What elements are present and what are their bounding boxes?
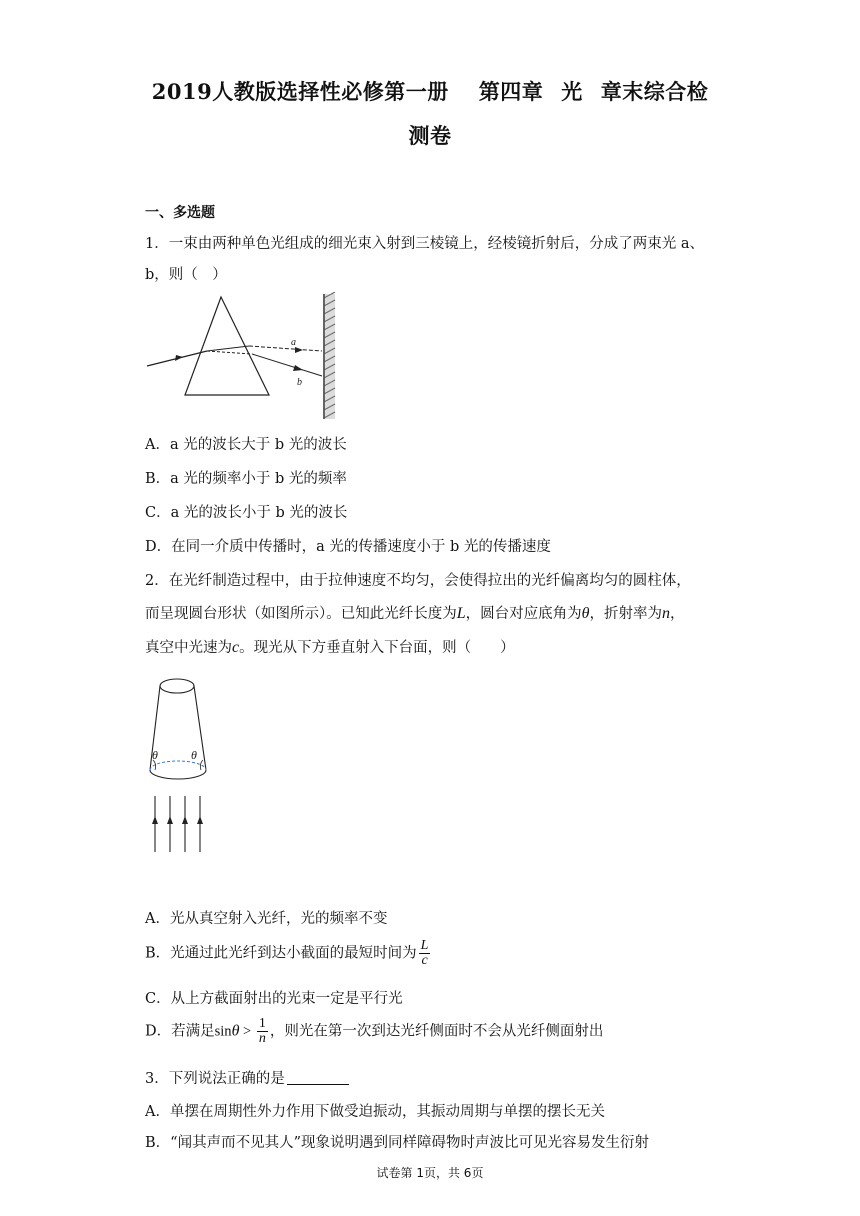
q2-option-b: B．光通过此光纤到达小截面的最短时间为 $\frac{L}{c}$: [145, 938, 429, 968]
prism-triangle: [185, 297, 269, 395]
fiber-figure: [143, 672, 223, 854]
q3-option-a: A．单摆在周期性外力作用下做受迫振动，其振动周期与单摆的摆长无关: [145, 1104, 605, 1120]
page-footer: 试卷第 1页，共 6页: [376, 1166, 484, 1180]
q2-stem-line3: 真空中光速为c。现光从下方垂直射入下台面，则（ ）: [145, 639, 515, 656]
q1-option-d: D．在同一介质中传播时，a 光的传播速度小于 b 光的传播速度: [145, 539, 551, 555]
q1-option-c: C．a 光的波长小于 b 光的波长: [145, 505, 348, 521]
theta-label-left: θ: [152, 748, 158, 762]
prism-figure: [145, 292, 345, 422]
q2-option-d: D．若满足sinθ > $\frac{1}{n}$ ，则光在第一次到达光纤侧面时不会从光纤侧面射出: [145, 1016, 604, 1046]
q2-option-c: C．从上方截面射出的光束一定是平行光: [145, 991, 403, 1007]
page-title-line2: 测卷: [408, 123, 452, 148]
q1-stem-line2: b，则（ ）: [145, 267, 227, 283]
page-title-line1: [0, 76, 860, 106]
var-length: L: [456, 605, 466, 622]
q3-option-b: B．“闻其声而不见其人”现象说明遇到同样障碍物时声波比可见光容易发生衍射: [145, 1135, 649, 1151]
title-part-chapter: 第四章: [478, 79, 544, 104]
q2-option-a: A．光从真空射入光纤，光的频率不变: [145, 911, 388, 927]
q2-stem-line1: 2．在光纤制造过程中，由于拉伸速度不均匀，会使得拉出的光纤偏离均匀的圆柱体，: [145, 573, 691, 589]
title-part-book: 2019人教版选择性必修第一册: [151, 79, 449, 104]
var-light-speed: c: [232, 639, 240, 656]
fraction-l-over-c: $\frac{L}{c}$: [420, 938, 429, 968]
title-part-test: 章末综合检: [600, 79, 709, 104]
q1-stem-line1: 1．一束由两种单色光组成的细光束入射到三棱镜上，经棱镜折射后，分成了两束光 a、: [145, 236, 704, 252]
answer-blank: [287, 1070, 349, 1085]
fraction-1-over-n: $\frac{1}{n}$: [258, 1016, 266, 1046]
q1-option-b: B．a 光的频率小于 b 光的频率: [145, 471, 347, 487]
var-index: n: [662, 605, 671, 622]
ray-label-a: a: [291, 337, 296, 348]
var-angle: θ: [581, 605, 590, 622]
title-part-topic: 光: [561, 79, 583, 104]
section-heading: 一、多选题: [145, 205, 215, 221]
ray-label-b: b: [297, 377, 302, 388]
q3-stem: 3．下列说法正确的是: [145, 1067, 349, 1088]
q2-stem-line2: 而呈现圆台形状（如图所示）。已知此光纤长度为L，圆台对应底角为θ，折射率为n，: [145, 605, 685, 622]
theta-label-right: θ: [191, 748, 197, 762]
q1-option-a: A．a 光的波长大于 b 光的波长: [145, 437, 347, 453]
